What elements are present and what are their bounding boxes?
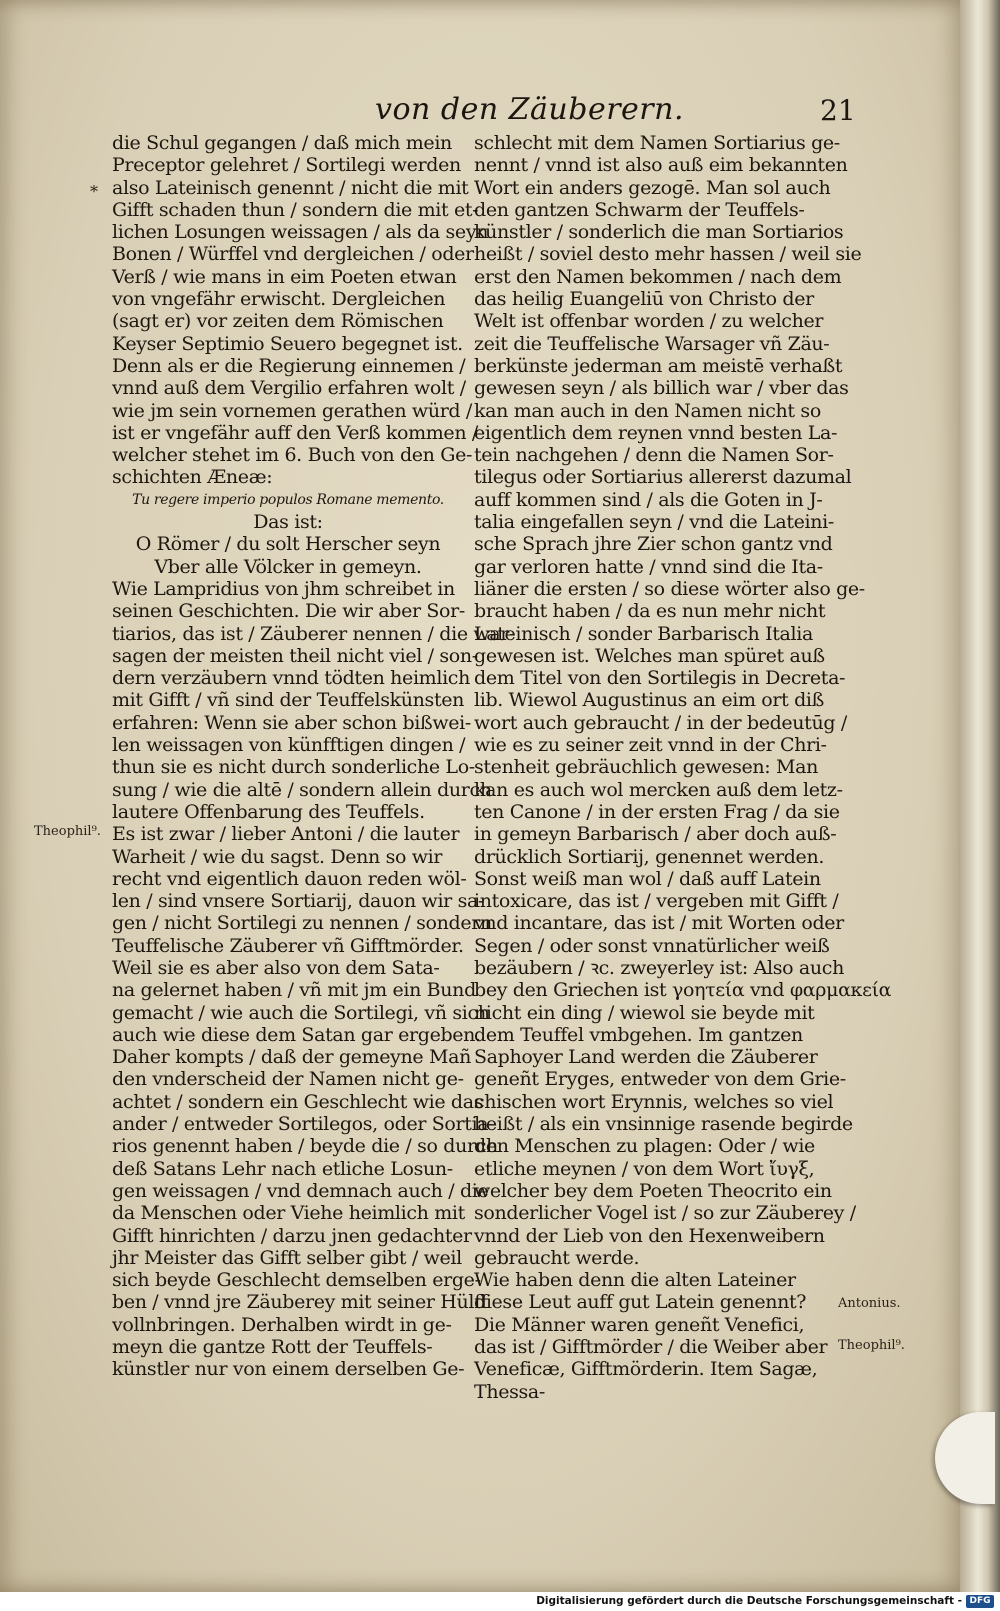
text-line: sung / wie die altē / sondern allein durch — [112, 778, 492, 801]
text-line: nicht ein ding / wiewol sie beyde mit — [474, 1001, 815, 1024]
text-line: len / sind vnsere Sortiarij, dauon wir sa- — [112, 890, 485, 913]
text-line: erfahren: Wenn sie aber schon bißwei- — [112, 711, 471, 734]
text-line: Das ist: — [253, 511, 323, 534]
text-line: da Menschen oder Viehe heimlich mit — [112, 1202, 465, 1225]
text-line: welcher stehet im 6. Buch von den Ge- — [112, 444, 473, 467]
text-line: Lateinisch / sonder Barbarisch Italia — [474, 622, 813, 645]
text-line: ander / entweder Sortilegos, oder Sortia- — [112, 1113, 495, 1136]
text-line: chischen wort Erynnis, welches so viel — [474, 1090, 834, 1113]
text-line: den gantzen Schwarm der Teuffels- — [474, 198, 805, 221]
text-line: Welt ist offenbar worden / zu welcher — [474, 310, 824, 333]
margin-note-theophilus-left: Theophil⁹. — [34, 824, 101, 839]
text-line: stenheit gebräuchlich gewesen: Man — [474, 756, 818, 779]
text-line: Preceptor gelehret / Sortilegi werden — [112, 154, 461, 177]
text-line: drücklich Sortiarij, genennet werden. — [474, 845, 825, 868]
text-line: schichten Æneæ: — [112, 466, 273, 489]
text-line: Verß / wie mans in eim Poeten etwan — [112, 265, 457, 288]
text-line: wort auch gebraucht / in der bedeutūg / — [474, 711, 847, 734]
text-line: gewesen seyn / als billich war / vber das — [474, 377, 849, 400]
text-line: Gifft hinrichten / darzu jnen gedachter — [112, 1224, 472, 1247]
text-line: Wort ein anders gezogē. Man sol auch — [474, 176, 831, 199]
text-line: den vnderscheid der Namen nicht ge- — [112, 1068, 464, 1091]
text-line: kan man auch in den Namen nicht so — [474, 399, 821, 422]
page-number: 21 — [820, 94, 856, 127]
text-line: bezäubern / ꝛc. zweyerley ist: Also auch — [474, 956, 844, 979]
text-line: rios genennt haben / beyde die / so durch — [112, 1135, 498, 1158]
text-line: achtet / sondern ein Geschlecht wie das — [112, 1090, 484, 1113]
text-line: ben / vnnd jre Zäuberey mit seiner Hülff — [112, 1291, 488, 1314]
text-line: den Menschen zu plagen: Oder / wie — [474, 1135, 815, 1158]
text-line: Sonst weiß man wol / daß auff Latein — [474, 867, 821, 890]
text-line: vnnd der Lieb von den Hexenweibern — [474, 1224, 825, 1247]
text-line: von vngefähr erwischt. Dergleichen — [112, 288, 446, 311]
asterisk-mark: * — [90, 182, 98, 201]
text-line: braucht haben / da es nun mehr nicht — [474, 600, 826, 623]
text-line: Thessa- — [474, 1380, 545, 1403]
text-line: Teuffelische Zäuberer vñ Gifftmörder. — [112, 934, 464, 957]
text-line: recht vnd eigentlich dauon reden wöl- — [112, 867, 467, 890]
text-line: also Lateinisch genennt / nicht die mit — [112, 176, 469, 199]
text-line: sagen der meisten theil nicht viel / son- — [112, 644, 478, 667]
text-line: lautere Offenbarung des Teuffels. — [112, 800, 425, 823]
text-line: na gelernet haben / vñ mit jm ein Bund — [112, 979, 476, 1002]
text-line: (sagt er) vor zeiten dem Römischen — [112, 310, 444, 333]
text-line: sich beyde Geschlecht demselben erge- — [112, 1269, 481, 1292]
text-line: O Römer / du solt Herscher seyn — [135, 533, 441, 556]
text-line: dem Titel von den Sortilegis in Decreta- — [474, 667, 846, 690]
text-line: auch wie diese dem Satan gar ergeben. — [112, 1023, 481, 1046]
text-line: das ist / Gifftmörder / die Weiber aber — [474, 1336, 828, 1359]
text-line: bey den Griechen ist γοητεία vnd φαρμακεία — [474, 979, 892, 1002]
text-line: seinen Geschichten. Die wir aber Sor- — [112, 600, 465, 623]
text-line: Wie haben denn die alten Lateiner — [474, 1269, 796, 1292]
text-line: gemacht / wie auch die Sortilegi, vñ sich — [112, 1001, 490, 1024]
text-line: lichen Losungen weissagen / als da seyn — [112, 221, 489, 244]
text-line: Denn als er die Regierung einnemen / — [112, 354, 466, 377]
text-line: tilegus oder Sortiarius allererst dazumal — [474, 466, 852, 489]
text-line: intoxicare, das ist / vergeben mit Gifft / — [474, 890, 839, 913]
text-line: vollnbringen. Derhalben wirdt in ge- — [112, 1313, 452, 1336]
text-line: dem Teuffel vmbgehen. Im gantzen — [474, 1023, 803, 1046]
text-line: Bonen / Würffel vnd dergleichen / oder — [112, 243, 474, 266]
text-line: Vber alle Völcker in gemeyn. — [154, 555, 422, 578]
text-line: Weil sie es aber also von dem Sata- — [112, 956, 440, 979]
text-line: talia eingefallen seyn / vnd die Lateini- — [474, 511, 834, 534]
text-line: gen / nicht Sortilegi zu nennen / sondern — [112, 912, 492, 935]
text-line: gar verloren hatte / vnnd sind die Ita- — [474, 555, 823, 578]
text-line: ten Canone / in der ersten Frag / da sie — [474, 800, 840, 823]
text-line: schlecht mit dem Namen Sortiarius ge- — [474, 132, 840, 154]
text-line: tiarios, das ist / Zäuberer nennen / die war- — [112, 622, 516, 645]
text-line: heißt / soviel desto mehr hassen / weil sie — [474, 243, 862, 266]
footer-credit: Digitalisierung gefördert durch die Deutsche Forschungsgemeinschaft - — [536, 1595, 962, 1607]
text-line: berkünste jederman am meistē verhaßt — [474, 354, 843, 377]
text-line: gewesen ist. Welches man spüret auß — [474, 644, 825, 667]
text-line: Gifft schaden thun / sondern die mit et- — [112, 198, 479, 221]
margin-note-theophilus-right: Theophil⁹. — [838, 1338, 905, 1353]
text-line: nennt / vnnd ist also auß eim bekannten — [474, 154, 848, 177]
text-line: künstler / sonderlich die man Sortiarios — [474, 221, 844, 244]
text-line: wie jm sein vornemen gerathen würd / — [112, 399, 472, 422]
text-line: Es ist zwar / lieber Antoni / die lauter — [112, 823, 460, 846]
text-line: Tu regere imperio populos Romane memento. — [132, 491, 444, 508]
text-line: Wie Lampridius von jhm schreibet in — [112, 577, 455, 600]
margin-note-antonius: Antonius. — [838, 1296, 901, 1311]
text-line: etliche meynen / von dem Wort ἴυγξ, — [474, 1157, 815, 1180]
text-line: Daher kompts / daß der gemeyne Mañ — [112, 1046, 471, 1069]
text-line: erst den Namen bekommen / nach dem — [474, 265, 842, 288]
text-line: diese Leut auff gut Latein genennt? — [474, 1291, 807, 1314]
text-line: jhr Meister das Gifft selber gibt / weil — [112, 1246, 462, 1269]
text-line: zeit die Teuffelische Warsager vñ Zäu- — [474, 332, 830, 355]
text-line: Keyser Septimio Seuero begegnet ist. — [112, 332, 463, 355]
dfg-logo: DFG — [966, 1595, 994, 1608]
text-line: gen weissagen / vnd demnach auch / die — [112, 1179, 489, 1202]
text-line: vnnd auß dem Vergilio erfahren wolt / — [112, 377, 466, 400]
text-line: das heilig Euangeliū von Christo der — [474, 288, 814, 311]
text-line: geneñt Eryges, entweder von dem Grie- — [474, 1068, 846, 1091]
text-line: heißt / als ein vnsinnige rasende begirde — [474, 1113, 853, 1136]
text-line: kan es auch wol mercken auß dem letz- — [474, 778, 843, 801]
text-line: künstler nur von einem derselben Ge- — [112, 1358, 465, 1381]
text-line: Segen / oder sonst vnnatürlicher weiß — [474, 934, 830, 957]
text-line: Saphoyer Land werden die Zäuberer — [474, 1046, 818, 1069]
text-line: tein nachgehen / denn die Namen Sor- — [474, 444, 834, 467]
running-header-title: von den Zäuberern. — [375, 92, 684, 127]
text-line: die Schul gegangen / daß mich mein — [112, 132, 452, 154]
text-line: Veneficæ, Gifftmörderin. Item Sagæ, — [474, 1358, 818, 1381]
text-line: gebraucht werde. — [474, 1246, 640, 1269]
text-line: welcher bey dem Poeten Theocrito ein — [474, 1179, 832, 1202]
text-line: wie es zu seiner zeit vnnd in der Chri- — [474, 734, 827, 757]
text-line: len weissagen von künfftigen dingen / — [112, 734, 466, 757]
page-edge — [960, 0, 1000, 1592]
text-line: thun sie es nicht durch sonderliche Lo- — [112, 756, 475, 779]
text-line: meyn die gantze Rott der Teuffels- — [112, 1336, 433, 1359]
text-line: lib. Wiewol Augustinus an eim ort diß — [474, 689, 824, 712]
text-line: deß Satans Lehr nach etliche Losun- — [112, 1157, 453, 1180]
text-line: auff kommen sind / als die Goten in J- — [474, 488, 823, 511]
text-line: eigentlich dem reynen vnnd besten La- — [474, 421, 838, 444]
text-line: in gemeyn Barbarisch / aber doch auß- — [474, 823, 837, 846]
text-line: vnd incantare, das ist / mit Worten oder — [474, 912, 844, 935]
left-text-column — [112, 132, 516, 1381]
text-line: Warheit / wie du sagst. Denn so wir — [112, 845, 443, 868]
text-line: liäner die ersten / so diese wörter also ge- — [474, 577, 865, 600]
text-line: ist er vngefähr auff den Verß kommen / — [112, 421, 478, 444]
text-line: sonderlicher Vogel ist / so zur Zäuberey / — [474, 1202, 856, 1225]
text-line: dern verzäubern vnnd tödten heimlich — [112, 667, 470, 690]
text-line: mit Gifft / vñ sind der Teuffelskünsten — [112, 689, 465, 712]
text-line: sche Sprach jhre Zier schon gantz vnd — [474, 533, 833, 556]
text-line: Die Männer waren geneñt Venefici, — [474, 1313, 805, 1336]
